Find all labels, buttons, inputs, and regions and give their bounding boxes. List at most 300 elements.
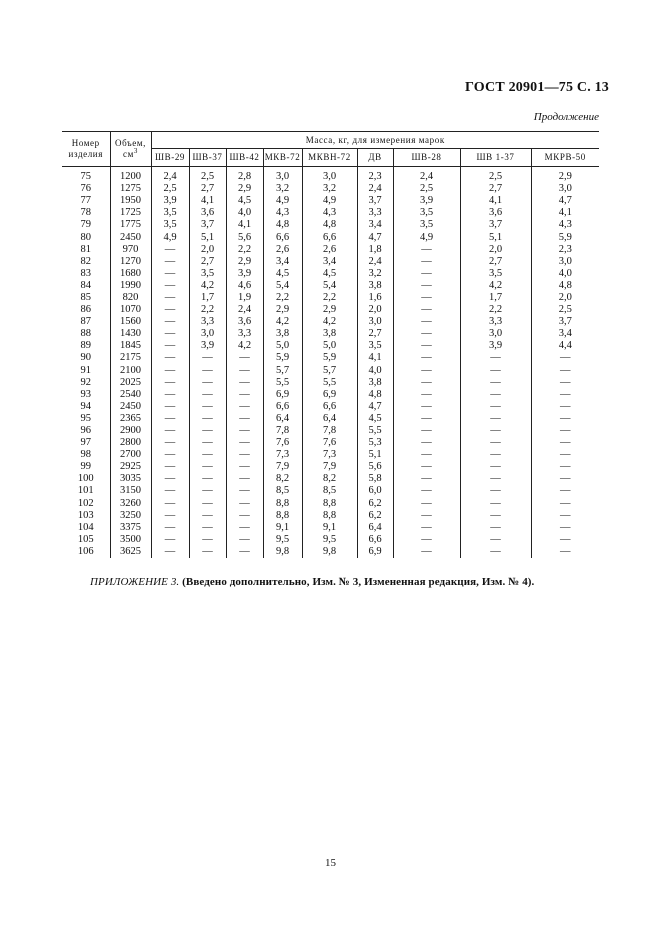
- page-header: ГОСТ 20901—75 С. 13: [465, 80, 609, 95]
- mass-cell: 4,4: [531, 340, 599, 352]
- volume-cell: 3500: [110, 534, 151, 546]
- table-row: [62, 377, 599, 389]
- table-row: [62, 268, 599, 280]
- mass-cell: —: [151, 280, 189, 292]
- mass-cell: 6,6: [263, 401, 302, 413]
- mass-cell: 8,2: [302, 473, 357, 485]
- mass-cell: —: [531, 365, 599, 377]
- mass-cell: 4,3: [531, 219, 599, 231]
- mass-cell: 2,9: [263, 304, 302, 316]
- header-brand: ШВ-37: [189, 149, 226, 167]
- mass-cell: 2,2: [189, 304, 226, 316]
- header-brand: ШВ-28: [393, 149, 460, 167]
- mass-cell: 6,9: [357, 546, 393, 558]
- mass-cell: —: [531, 377, 599, 389]
- mass-cell: 8,8: [302, 498, 357, 510]
- volume-cell: 2900: [110, 425, 151, 437]
- mass-cell: 6,2: [357, 510, 393, 522]
- mass-cell: —: [151, 401, 189, 413]
- table-row: [62, 195, 599, 207]
- item-number-cell: 95: [80, 412, 91, 424]
- mass-cell: —: [531, 389, 599, 401]
- mass-cell: —: [460, 401, 531, 413]
- mass-cell: 5,0: [263, 340, 302, 352]
- mass-cell: —: [460, 413, 531, 425]
- mass-cell: 3,2: [263, 183, 302, 195]
- mass-cell: 8,5: [263, 485, 302, 497]
- mass-cell: —: [151, 534, 189, 546]
- mass-cell: 3,3: [357, 207, 393, 219]
- mass-cell: 4,8: [302, 219, 357, 231]
- mass-cell: 2,5: [189, 167, 226, 184]
- mass-cell: 3,8: [357, 377, 393, 389]
- mass-cell: 3,7: [189, 219, 226, 231]
- mass-cell: —: [531, 510, 599, 522]
- mass-cell: 3,7: [357, 195, 393, 207]
- mass-cell: 3,8: [302, 328, 357, 340]
- mass-cell: 1,7: [189, 292, 226, 304]
- mass-cell: —: [151, 365, 189, 377]
- table-row: [62, 461, 599, 473]
- mass-cell: 2,5: [393, 183, 460, 195]
- mass-cell: 2,2: [226, 244, 263, 256]
- mass-cell: 2,7: [357, 328, 393, 340]
- mass-cell: 6,4: [357, 522, 393, 534]
- table-row: [62, 340, 599, 352]
- mass-cell: —: [393, 449, 460, 461]
- mass-cell: 3,9: [189, 340, 226, 352]
- volume-cell: 970: [110, 244, 151, 256]
- mass-cell: 2,0: [357, 304, 393, 316]
- mass-cell: 5,9: [531, 231, 599, 243]
- mass-cell: —: [393, 437, 460, 449]
- mass-cell: 3,6: [460, 207, 531, 219]
- mass-cell: —: [393, 485, 460, 497]
- mass-cell: 5,5: [263, 377, 302, 389]
- mass-cell: 6,4: [302, 413, 357, 425]
- mass-cell: 2,7: [189, 256, 226, 268]
- mass-cell: 2,9: [531, 167, 599, 184]
- mass-cell: 2,3: [357, 167, 393, 184]
- item-number-cell: 101: [77, 485, 94, 497]
- mass-cell: —: [226, 534, 263, 546]
- mass-cell: 2,4: [357, 256, 393, 268]
- volume-cell: 2800: [110, 437, 151, 449]
- mass-cell: —: [531, 413, 599, 425]
- mass-cell: 3,2: [357, 268, 393, 280]
- mass-cell: 4,0: [226, 207, 263, 219]
- mass-cell: 3,6: [189, 207, 226, 219]
- mass-cell: —: [151, 340, 189, 352]
- table-row: [62, 167, 599, 184]
- mass-cell: —: [393, 268, 460, 280]
- volume-cell: 1270: [110, 256, 151, 268]
- mass-cell: 6,6: [357, 534, 393, 546]
- volume-cell: 3035: [110, 473, 151, 485]
- mass-cell: 2,4: [226, 304, 263, 316]
- mass-cell: 4,5: [226, 195, 263, 207]
- mass-cell: 4,9: [302, 195, 357, 207]
- mass-cell: —: [151, 546, 189, 558]
- mass-cell: 3,9: [151, 195, 189, 207]
- table-row: [62, 231, 599, 243]
- mass-cell: 5,7: [302, 365, 357, 377]
- mass-cell: —: [151, 510, 189, 522]
- mass-cell: 3,3: [226, 328, 263, 340]
- mass-cell: 5,5: [357, 425, 393, 437]
- mass-cell: —: [460, 449, 531, 461]
- mass-cell: 2,0: [189, 244, 226, 256]
- table-row: [62, 546, 599, 558]
- volume-cell: 1680: [110, 268, 151, 280]
- item-number-cell: 99: [80, 461, 91, 473]
- mass-cell: 2,2: [263, 292, 302, 304]
- volume-cell: 1070: [110, 304, 151, 316]
- mass-cell: —: [531, 522, 599, 534]
- mass-cell: 5,4: [302, 280, 357, 292]
- table-row: [62, 328, 599, 340]
- mass-cell: 4,2: [263, 316, 302, 328]
- mass-cell: —: [531, 546, 599, 558]
- item-number-cell: 78: [80, 207, 91, 219]
- mass-cell: 3,5: [357, 340, 393, 352]
- mass-cell: —: [531, 461, 599, 473]
- mass-cell: —: [151, 316, 189, 328]
- mass-cell: 2,0: [460, 244, 531, 256]
- mass-cell: 4,3: [263, 207, 302, 219]
- mass-cell: 3,7: [460, 219, 531, 231]
- mass-cell: 5,9: [263, 352, 302, 364]
- mass-cell: —: [226, 389, 263, 401]
- mass-cell: —: [460, 546, 531, 558]
- item-number-cell: 103: [77, 509, 94, 521]
- mass-cell: 3,0: [357, 316, 393, 328]
- mass-cell: —: [393, 292, 460, 304]
- mass-cell: 7,6: [263, 437, 302, 449]
- header-brand: ШВ-29: [151, 149, 189, 167]
- mass-cell: —: [393, 256, 460, 268]
- item-number-cell: 81: [80, 243, 91, 255]
- volume-cell: 2175: [110, 352, 151, 364]
- mass-cell: 4,5: [263, 268, 302, 280]
- mass-cell: —: [151, 389, 189, 401]
- mass-cell: 3,4: [263, 256, 302, 268]
- mass-cell: —: [531, 437, 599, 449]
- volume-cell: 820: [110, 292, 151, 304]
- mass-cell: 7,8: [302, 425, 357, 437]
- mass-cell: —: [189, 401, 226, 413]
- mass-cell: 1,8: [357, 244, 393, 256]
- mass-cell: 2,0: [531, 292, 599, 304]
- volume-cell: 1845: [110, 340, 151, 352]
- mass-cell: —: [393, 522, 460, 534]
- mass-cell: —: [226, 425, 263, 437]
- mass-cell: —: [189, 437, 226, 449]
- mass-cell: —: [460, 498, 531, 510]
- mass-cell: 4,1: [357, 352, 393, 364]
- mass-cell: —: [189, 449, 226, 461]
- item-number-cell: 106: [77, 545, 94, 557]
- mass-cell: 4,1: [226, 219, 263, 231]
- mass-cell: 3,4: [531, 328, 599, 340]
- item-number-cell: 83: [80, 267, 91, 279]
- mass-cell: —: [151, 498, 189, 510]
- mass-cell: —: [189, 485, 226, 497]
- mass-cell: 5,6: [226, 231, 263, 243]
- mass-cell: —: [460, 389, 531, 401]
- mass-cell: 4,6: [226, 280, 263, 292]
- mass-cell: —: [393, 413, 460, 425]
- continuation-label: Продолжение: [533, 111, 599, 123]
- mass-cell: 3,9: [226, 268, 263, 280]
- mass-cell: —: [189, 498, 226, 510]
- item-number-cell: 98: [80, 449, 91, 461]
- mass-cell: —: [151, 328, 189, 340]
- mass-cell: 3,8: [263, 328, 302, 340]
- mass-cell: 4,3: [302, 207, 357, 219]
- mass-cell: —: [151, 268, 189, 280]
- volume-cell: 3375: [110, 522, 151, 534]
- mass-cell: 3,3: [189, 316, 226, 328]
- mass-cell: —: [393, 340, 460, 352]
- mass-cell: —: [393, 534, 460, 546]
- mass-cell: —: [151, 304, 189, 316]
- header-brand: МКРВ-50: [531, 149, 599, 167]
- mass-cell: 3,9: [460, 340, 531, 352]
- item-number-cell: 86: [80, 304, 91, 316]
- header-volume: Объем, $см^3$: [110, 132, 151, 167]
- mass-cell: —: [460, 461, 531, 473]
- table-row: [62, 522, 599, 534]
- mass-cell: 3,0: [302, 167, 357, 184]
- header-brand: МКВН-72: [302, 149, 357, 167]
- mass-cell: —: [531, 449, 599, 461]
- mass-cell: 2,2: [302, 292, 357, 304]
- item-number-cell: 77: [80, 195, 91, 207]
- volume-cell: 1200: [110, 167, 151, 184]
- table-row: [62, 389, 599, 401]
- mass-cell: —: [189, 522, 226, 534]
- mass-cell: —: [226, 473, 263, 485]
- mass-cell: 4,1: [531, 207, 599, 219]
- table-row: [62, 316, 599, 328]
- mass-cell: 5,5: [302, 377, 357, 389]
- header-mass: Масса, кг, для измерения марок: [151, 132, 599, 149]
- mass-cell: —: [151, 473, 189, 485]
- mass-cell: —: [460, 485, 531, 497]
- volume-cell: 1725: [110, 207, 151, 219]
- item-number-cell: 89: [80, 340, 91, 352]
- mass-cell: —: [460, 352, 531, 364]
- mass-cell: 1,6: [357, 292, 393, 304]
- mass-cell: —: [151, 437, 189, 449]
- table-row: [62, 485, 599, 497]
- volume-cell: 3150: [110, 485, 151, 497]
- table-row: [62, 304, 599, 316]
- header-brand: МКВ-72: [263, 149, 302, 167]
- mass-cell: —: [460, 377, 531, 389]
- mass-cell: 1,9: [226, 292, 263, 304]
- mass-cell: —: [393, 316, 460, 328]
- item-number-cell: 91: [80, 364, 91, 376]
- mass-cell: —: [393, 328, 460, 340]
- mass-cell: —: [226, 522, 263, 534]
- mass-cell: 4,1: [460, 195, 531, 207]
- mass-cell: 6,6: [302, 231, 357, 243]
- mass-cell: 8,2: [263, 473, 302, 485]
- mass-cell: —: [393, 244, 460, 256]
- mass-cell: 2,9: [226, 256, 263, 268]
- mass-cell: 5,1: [460, 231, 531, 243]
- mass-cell: 4,0: [531, 268, 599, 280]
- mass-cell: —: [393, 352, 460, 364]
- mass-cell: 3,5: [151, 219, 189, 231]
- mass-cell: 3,0: [531, 256, 599, 268]
- mass-cell: 2,5: [460, 167, 531, 184]
- mass-cell: 7,8: [263, 425, 302, 437]
- item-number-cell: 87: [80, 316, 91, 328]
- mass-cell: 2,9: [226, 183, 263, 195]
- mass-cell: 4,8: [531, 280, 599, 292]
- volume-cell: 3250: [110, 510, 151, 522]
- mass-cell: —: [460, 522, 531, 534]
- mass-cell: —: [151, 461, 189, 473]
- mass-cell: —: [393, 425, 460, 437]
- mass-cell: —: [393, 461, 460, 473]
- mass-cell: —: [531, 401, 599, 413]
- volume-cell: 2025: [110, 377, 151, 389]
- mass-cell: 6,9: [302, 389, 357, 401]
- mass-cell: —: [226, 365, 263, 377]
- mass-cell: 2,7: [460, 183, 531, 195]
- table-row: [62, 292, 599, 304]
- item-number-cell: 104: [77, 521, 94, 533]
- mass-cell: 6,9: [263, 389, 302, 401]
- mass-cell: —: [531, 425, 599, 437]
- appendix-note: [90, 576, 534, 588]
- mass-cell: 5,7: [263, 365, 302, 377]
- mass-cell: —: [460, 510, 531, 522]
- table-row: [62, 449, 599, 461]
- mass-cell: —: [531, 352, 599, 364]
- item-number-cell: 105: [77, 533, 94, 545]
- item-number-cell: 88: [80, 328, 91, 340]
- mass-cell: 3,5: [189, 268, 226, 280]
- mass-cell: —: [189, 413, 226, 425]
- mass-cell: 1,7: [460, 292, 531, 304]
- header-item-number: Номер изделия: [62, 132, 110, 167]
- mass-cell: 2,3: [531, 244, 599, 256]
- mass-cell: —: [151, 449, 189, 461]
- mass-cell: —: [460, 437, 531, 449]
- mass-cell: 2,6: [302, 244, 357, 256]
- volume-cell: 2700: [110, 449, 151, 461]
- item-number-cell: 85: [80, 291, 91, 303]
- mass-cell: 3,5: [393, 219, 460, 231]
- mass-cell: —: [226, 401, 263, 413]
- mass-cell: 2,5: [531, 304, 599, 316]
- mass-cell: 7,3: [263, 449, 302, 461]
- mass-cell: 3,0: [189, 328, 226, 340]
- mass-cell: —: [393, 473, 460, 485]
- mass-cell: —: [226, 485, 263, 497]
- table-row: [62, 352, 599, 364]
- table-row: [62, 473, 599, 485]
- mass-cell: 4,8: [357, 389, 393, 401]
- header-brand: ШВ 1-37: [460, 149, 531, 167]
- mass-cell: 2,4: [357, 183, 393, 195]
- table-row: [62, 437, 599, 449]
- item-number-cell: 80: [80, 231, 91, 243]
- mass-cell: —: [460, 534, 531, 546]
- mass-cell: 4,0: [357, 365, 393, 377]
- mass-cell: —: [531, 498, 599, 510]
- mass-cell: —: [226, 352, 263, 364]
- table-row: [62, 365, 599, 377]
- table-row: [62, 207, 599, 219]
- mass-cell: —: [531, 473, 599, 485]
- mass-cell: 6,4: [263, 413, 302, 425]
- mass-cell: —: [189, 473, 226, 485]
- mass-cell: 9,8: [263, 546, 302, 558]
- mass-cell: 4,7: [357, 401, 393, 413]
- mass-cell: —: [151, 377, 189, 389]
- page-number: 15: [325, 857, 336, 869]
- appendix-label: ПРИЛОЖЕНИЕ 3.: [90, 576, 180, 588]
- mass-cell: 5,6: [357, 461, 393, 473]
- mass-cell: 5,1: [189, 231, 226, 243]
- mass-cell: —: [189, 546, 226, 558]
- mass-cell: —: [226, 449, 263, 461]
- mass-cell: 9,5: [302, 534, 357, 546]
- mass-cell: —: [189, 461, 226, 473]
- mass-cell: 7,9: [263, 461, 302, 473]
- mass-cell: —: [189, 425, 226, 437]
- table-row: [62, 280, 599, 292]
- mass-cell: 5,1: [357, 449, 393, 461]
- mass-cell: —: [189, 534, 226, 546]
- mass-cell: —: [189, 352, 226, 364]
- table-row: [62, 413, 599, 425]
- mass-cell: —: [393, 365, 460, 377]
- mass-cell: 2,8: [226, 167, 263, 184]
- mass-cell: 2,7: [189, 183, 226, 195]
- mass-cell: —: [226, 413, 263, 425]
- mass-cell: —: [226, 498, 263, 510]
- item-number-cell: 92: [80, 376, 91, 388]
- mass-cell: —: [531, 485, 599, 497]
- mass-cell: 9,5: [263, 534, 302, 546]
- mass-cell: 4,2: [226, 340, 263, 352]
- mass-cell: —: [393, 498, 460, 510]
- mass-cell: 3,4: [357, 219, 393, 231]
- mass-cell: —: [393, 510, 460, 522]
- mass-cell: 3,3: [460, 316, 531, 328]
- volume-cell: 3625: [110, 546, 151, 558]
- mass-cell: 3,9: [393, 195, 460, 207]
- header-brand: ДВ: [357, 149, 393, 167]
- mass-cell: 4,9: [393, 231, 460, 243]
- mass-cell: 6,0: [357, 485, 393, 497]
- mass-cell: —: [393, 377, 460, 389]
- mass-cell: —: [226, 510, 263, 522]
- mass-cell: 3,2: [302, 183, 357, 195]
- mass-cell: 4,2: [189, 280, 226, 292]
- volume-cell: 2365: [110, 413, 151, 425]
- volume-cell: 2450: [110, 401, 151, 413]
- mass-cell: 3,5: [151, 207, 189, 219]
- mass-cell: 4,5: [357, 413, 393, 425]
